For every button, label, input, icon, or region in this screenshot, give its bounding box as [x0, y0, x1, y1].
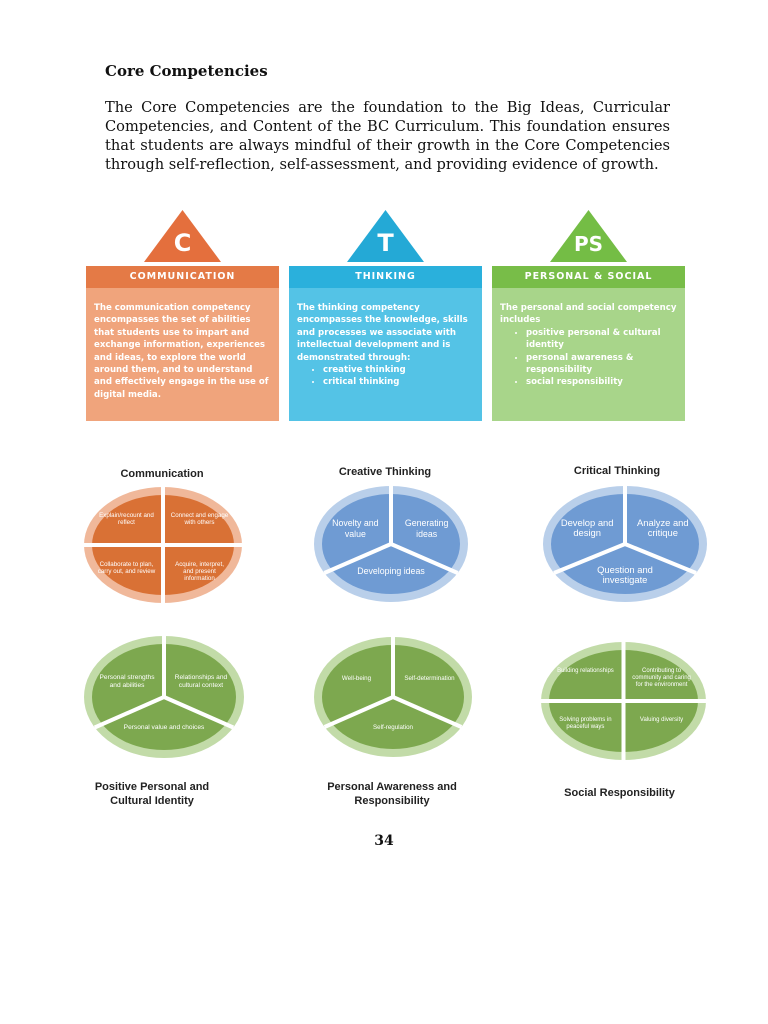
- competency-description: [86, 288, 279, 421]
- diagram-title-critical-thinking: Critical Thinking: [573, 465, 661, 477]
- pie-graphic: [539, 482, 711, 606]
- triangle-t: [347, 210, 424, 262]
- diagram-title-positive-personal: Positive Personal and Cultural Identity: [94, 781, 210, 807]
- pie-segment-label: Explain/recount and reflect: [99, 512, 154, 527]
- triangle-c: [144, 210, 221, 262]
- pie-segment-label: Acquire, interpret, and present information: [175, 560, 224, 582]
- competency-bullet-list: [297, 364, 474, 389]
- pie-segment-label: Generating ideas: [404, 518, 449, 539]
- pie-graphic: [537, 638, 710, 764]
- pie-positive-personal: [80, 632, 248, 762]
- pie-graphic: [80, 483, 246, 607]
- pie-social-responsibility: [537, 638, 710, 764]
- pie-segment-label: Develop and design: [560, 516, 614, 539]
- page-heading: Core Competencies: [105, 62, 268, 80]
- pie-segment-label: Personal strengths and abilities: [99, 674, 155, 689]
- pie-segment-label: Well-being: [341, 674, 372, 682]
- competency-communication: [86, 200, 279, 421]
- competency-description: [289, 288, 482, 421]
- pie-segment-label: Valuing diversity: [639, 717, 684, 724]
- competency-personal-social: [492, 200, 685, 421]
- pie-creative-thinking: [310, 482, 472, 606]
- bullet-item: • personal awareness & responsibility: [526, 352, 677, 377]
- competency-description-text: The communication competency encompasses the set of abilities that students use to impart and exchange information, experiences and ideas, to explore the world around them, and to understand and effectively engage in the use of digital media.: [94, 303, 269, 400]
- bullet-item: • social responsibility: [526, 376, 677, 388]
- competency-title: THINKING: [289, 266, 482, 288]
- bullet-item: • positive personal & cultural identity: [526, 327, 677, 352]
- pie-segment-label: Personal value and choices: [123, 723, 205, 731]
- pie-segment-label: Self-regulation: [373, 723, 413, 731]
- competency-title: PERSONAL & SOCIAL: [492, 266, 685, 288]
- diagram-title-creative-thinking: Creative Thinking: [338, 466, 432, 478]
- pie-graphic: [310, 633, 476, 761]
- competency-description-text: The personal and social competency includes: [500, 303, 677, 326]
- diagram-title-personal-awareness: Personal Awareness and Responsibility: [327, 781, 457, 807]
- pie-critical-thinking: [539, 482, 711, 606]
- triangle-ps: [550, 210, 627, 262]
- triangle-letter: PS: [573, 232, 604, 256]
- competency-bullet-list: [500, 327, 677, 389]
- competency-title: COMMUNICATION: [86, 266, 279, 288]
- intro-paragraph: The Core Competencies are the foundation to the Big Ideas, Curricular Competencies, and Content of the BC Curriculum. This foundation ensures that students are always mindful of their growth in the Core Competencies through self-reflection, self-assessment, and providing evidence of growth.: [105, 99, 670, 173]
- pie-segment-label: Developing ideas: [357, 565, 425, 576]
- pie-graphic: [310, 482, 472, 606]
- pie-graphic: [80, 632, 248, 762]
- pie-segment-label: Relationships and cultural context: [174, 674, 228, 689]
- diagram-title-social-responsibility: Social Responsibility: [564, 787, 675, 799]
- pie-communication: [80, 483, 246, 607]
- pie-segment-label: Contributing to community and caring for the environment: [632, 668, 691, 688]
- triangle-letter: T: [377, 229, 394, 257]
- pie-segment-label: Question and investigate: [597, 563, 653, 586]
- pie-segment-label: Connect and engage with others: [170, 512, 229, 527]
- competency-description-text: The thinking competency encompasses the knowledge, skills and processes we associate with intellectual development and is demonstrated through:: [297, 303, 468, 363]
- competency-thinking: [289, 200, 482, 421]
- bullet-item: • creative thinking: [323, 364, 474, 376]
- pie-segment-label: Solving problems in peaceful ways: [559, 717, 612, 731]
- pie-segment-label: Novelty and value: [332, 518, 379, 539]
- pie-segment-label: Building relationships: [557, 668, 614, 675]
- page-number: 34: [374, 833, 394, 849]
- triangle-letter: C: [173, 229, 192, 257]
- diagram-title-communication: Communication: [120, 468, 204, 480]
- pie-personal-awareness: [310, 633, 476, 761]
- competency-description: [492, 288, 685, 421]
- core-competencies-figure: [62, 200, 710, 826]
- pie-segment-label: Self-determination: [404, 674, 455, 682]
- bullet-item: • critical thinking: [323, 376, 474, 388]
- pie-segment-label: Collaborate to plan, carry out, and review: [97, 560, 156, 575]
- pie-segment-label: Analyze and critique: [637, 516, 689, 539]
